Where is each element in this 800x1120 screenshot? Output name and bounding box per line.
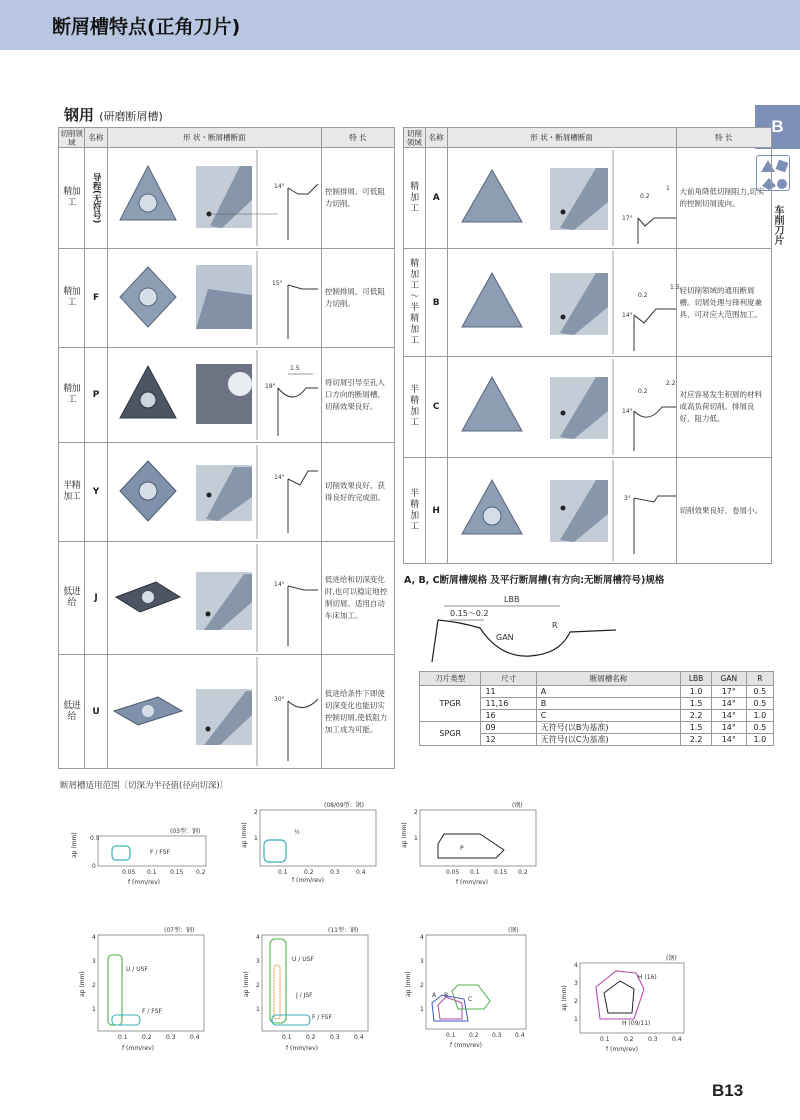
angle-label: 14°: [273, 474, 285, 481]
x-tick: 0.15: [494, 869, 508, 876]
y-tick: 4: [574, 962, 578, 969]
angle-label: 17°: [621, 215, 633, 222]
x-tick: 0.3: [330, 1034, 340, 1041]
chart-series-label: P: [460, 845, 464, 852]
spec-size: 16: [481, 710, 536, 722]
row-shape: [107, 348, 321, 443]
spec-header: GAN: [711, 672, 746, 686]
spec-name: A: [536, 686, 680, 698]
y-tick: 4: [256, 934, 260, 941]
row-domain: 半精加工: [404, 357, 426, 458]
spec-lbb: 1.0: [681, 686, 712, 698]
chart-series-label: A: [432, 992, 437, 999]
chart-series-label: F / FSF: [142, 1008, 162, 1015]
y-tick: 1: [256, 1006, 260, 1013]
row-shape: [107, 249, 321, 348]
y-axis-label: ap (mm): [241, 822, 248, 848]
x-tick: 0.1: [278, 869, 288, 876]
row-shape: [447, 357, 676, 458]
dim-label: 2.2: [665, 380, 676, 387]
row-domain: 精加工: [404, 148, 426, 249]
range-caption: 断屑槽适用范围〔切深为半径值(径向切深)〕: [60, 781, 229, 791]
chart-series-label: ½: [294, 829, 300, 836]
header-feature: 特 长: [321, 128, 394, 148]
angle-label: 3°: [623, 495, 631, 502]
table-row: [404, 249, 772, 357]
table-row: [420, 686, 774, 698]
x-tick: 0.1: [118, 1034, 128, 1041]
range-chart-h: [560, 945, 690, 1053]
row-domain: 半精加工: [59, 443, 85, 542]
row-domain: 低进给: [59, 655, 85, 769]
row-domain: 精加工: [59, 148, 85, 249]
x-tick: 0.2: [196, 869, 206, 876]
spec-table: [419, 671, 774, 746]
x-tick: 0.05: [122, 869, 136, 876]
row-name: B: [425, 249, 447, 357]
chart-title: (钢): [508, 927, 519, 934]
dim-label: 1.5: [289, 365, 300, 372]
y-tick: 2: [254, 809, 258, 816]
angle-label: 15°: [271, 280, 283, 287]
spec-lbb: 2.2: [681, 734, 712, 746]
spec-size: 09: [481, 722, 536, 734]
angle-label: 14°: [273, 581, 285, 588]
row-feature: 低进给和切深变化时,也可以稳定地控制切屑。适用自动车床加工。: [321, 542, 394, 655]
row-shape: [107, 443, 321, 542]
spec-r: 1.0: [746, 710, 773, 722]
chapter-tab[interactable]: B: [755, 105, 800, 149]
y-tick: 4: [92, 934, 96, 941]
range-chart-11: [242, 925, 372, 1055]
spec-gan: 14°: [711, 734, 746, 746]
table-row: [59, 249, 395, 348]
dim-label: 0.2: [639, 193, 650, 200]
row-name: U: [85, 655, 107, 769]
y-tick: 1: [92, 1006, 96, 1013]
angle-label: 14°: [621, 408, 633, 415]
x-tick: 0.2: [142, 1034, 152, 1041]
chart-title: (07型：钢): [164, 927, 195, 934]
section-subtitle: (研磨断屑槽): [99, 110, 163, 123]
left-feature-table: [58, 127, 395, 769]
y-axis-label: ap (mm): [79, 971, 86, 997]
x-tick: 0.2: [518, 869, 528, 876]
spec-header: 尺寸: [481, 672, 536, 686]
table-row: [59, 348, 395, 443]
range-chart-p: [400, 800, 540, 888]
dim-label: 1.5: [669, 284, 680, 291]
table-row: [59, 655, 395, 769]
row-name: 导程(无符号): [85, 148, 107, 249]
spec-lbb: 1.5: [681, 722, 712, 734]
lbb-label: LBB: [504, 595, 520, 604]
x-tick: 0.4: [356, 869, 366, 876]
chart-series-label: U / USF: [292, 956, 314, 963]
spec-header: LBB: [681, 672, 712, 686]
x-tick: 0.3: [492, 1032, 502, 1039]
spec-name: 无符号(以C为基准): [536, 734, 680, 746]
row-domain: 半精加工: [404, 458, 426, 564]
y-tick: 1: [574, 1016, 578, 1023]
table-row: [404, 458, 772, 564]
y-tick: 1: [414, 835, 418, 842]
y-tick: 3: [574, 980, 578, 987]
x-tick: 0.15: [170, 869, 184, 876]
table-row: [404, 357, 772, 458]
x-tick: 0.05: [446, 869, 460, 876]
x-axis-label: f (mm/rev): [128, 879, 160, 886]
chart-series-label: F / FSF: [312, 1014, 332, 1021]
x-tick: 0.1: [470, 869, 480, 876]
chart-series-label: U / USF: [126, 966, 148, 973]
x-tick: 0.4: [190, 1034, 200, 1041]
x-axis-label: f (mm/rev): [450, 1042, 482, 1049]
chipbreaker-section-diagram: [420, 592, 630, 667]
spec-name: B: [536, 698, 680, 710]
range-chart-07: [78, 925, 208, 1055]
header-name: 名称: [85, 128, 107, 148]
x-tick: 0.2: [624, 1036, 634, 1043]
y-axis-label: ap (mm): [401, 822, 408, 848]
y-tick: 2: [92, 982, 96, 989]
x-tick: 0.3: [648, 1036, 658, 1043]
x-tick: 0.1: [282, 1034, 292, 1041]
x-axis-label: f (mm/rev): [292, 877, 324, 884]
x-axis-label: f (mm/rev): [122, 1045, 154, 1052]
angle-label: 18°: [264, 383, 276, 390]
row-shape: [107, 542, 321, 655]
row-domain: 精加工～半精加工: [404, 249, 426, 357]
x-tick: 0.1: [600, 1036, 610, 1043]
spec-header: 刀片类型: [420, 672, 481, 686]
chart-title: (11型：钢): [328, 927, 359, 934]
side-section-label: 车削刀片: [772, 205, 783, 245]
row-feature: 轻切削领域的通用断屑槽。切屑处理与锋利度兼具、可对应大范围加工。: [676, 249, 771, 357]
dim-label: 1: [665, 185, 670, 192]
table-row: [59, 542, 395, 655]
row-domain: 低进给: [59, 542, 85, 655]
land-label: 0.15～0.2: [450, 609, 489, 618]
row-name: P: [85, 348, 107, 443]
table-row: [420, 722, 774, 734]
spec-name: C: [536, 710, 680, 722]
right-feature-table: [403, 127, 772, 564]
angle-label: 14°: [273, 183, 285, 190]
y-tick: 3: [92, 958, 96, 965]
x-tick: 0.1: [446, 1032, 456, 1039]
x-tick: 0.1: [147, 869, 157, 876]
header-feature: 特 长: [676, 128, 771, 148]
y-axis-label: ap (mm): [405, 971, 412, 997]
chart-series-label: H (16): [638, 974, 657, 981]
x-tick: 0.4: [354, 1034, 364, 1041]
row-feature: 对应容易发生积屑的材料或高负荷切削。排屑良好、阻力低。: [676, 357, 771, 458]
spec-gan: 14°: [711, 710, 746, 722]
y-axis-label: ap (mm): [561, 985, 568, 1011]
row-name: F: [85, 249, 107, 348]
y-tick: 2: [420, 982, 424, 989]
x-axis-label: f (mm/rev): [456, 879, 488, 886]
row-name: H: [425, 458, 447, 564]
row-feature: 控制排屑、可低阻力切削。: [321, 249, 394, 348]
header-domain: 切削领域: [404, 128, 426, 148]
range-chart-03: [70, 826, 220, 888]
chart-title: (03型：钢): [170, 828, 201, 835]
y-tick: 0.5: [90, 835, 100, 842]
spec-type: SPGR: [420, 722, 481, 746]
spec-title: A, B, C断屑槽规格 及平行断屑槽(有方向:无断屑槽符号)规格: [404, 575, 665, 586]
header-shape: 形 状・断屑槽断面: [107, 128, 321, 148]
x-tick: 0.2: [306, 1034, 316, 1041]
section-heading: [64, 104, 163, 125]
header-name: 名称: [425, 128, 447, 148]
row-shape: [447, 249, 680, 357]
x-tick: 0.3: [330, 869, 340, 876]
x-tick: 0.2: [304, 869, 314, 876]
spec-r: 0.5: [746, 722, 773, 734]
spec-gan: 14°: [711, 698, 746, 710]
spec-gan: 14°: [711, 722, 746, 734]
range-chart-abc: [402, 925, 532, 1053]
x-tick: 0.4: [672, 1036, 682, 1043]
y-tick: 0: [92, 863, 96, 870]
spec-r: 1.0: [746, 734, 773, 746]
row-domain: 精加工: [59, 348, 85, 443]
spec-name: 无符号(以B为基准): [536, 722, 680, 734]
y-tick: 3: [420, 958, 424, 965]
spec-size: 11,16: [481, 698, 536, 710]
table-row: [59, 148, 395, 249]
row-feature: 控制排屑、可低阻力切削。: [321, 148, 394, 249]
range-chart-08-09: [240, 800, 380, 882]
spec-header: 断屑槽名称: [536, 672, 680, 686]
spec-lbb: 2.2: [681, 710, 712, 722]
page-title: 断屑槽特点(正角刀片): [52, 16, 241, 38]
row-shape: [107, 148, 321, 249]
r-label: R: [552, 621, 558, 630]
x-tick: 0.3: [166, 1034, 176, 1041]
x-tick: 0.4: [515, 1032, 525, 1039]
row-feature: 切削效果良好、卷屑小。: [676, 458, 771, 564]
chart-series-label: F / FSF: [150, 849, 170, 856]
row-name: C: [425, 357, 447, 458]
header-shape: 形 状・断屑槽断面: [447, 128, 676, 148]
x-tick: 0.2: [469, 1032, 479, 1039]
page-number: B13: [712, 1081, 744, 1100]
y-tick: 2: [414, 809, 418, 816]
row-shape: [447, 458, 676, 564]
chart-title: (钢): [512, 802, 523, 809]
chart-title: (钢): [666, 955, 677, 962]
row-feature: 低进给条件下即使切深变化也能切实控制切屑,使低阻力加工成为可能。: [321, 655, 394, 769]
row-domain: 精加工: [59, 249, 85, 348]
row-shape: [447, 148, 676, 249]
y-tick: 1: [420, 1006, 424, 1013]
row-feature: 将切屑引导至孔入口方向的断屑槽。切削效果良好。: [321, 348, 394, 443]
y-axis-label: ap (mm): [71, 832, 78, 858]
dim-label: 0.2: [637, 388, 648, 395]
spec-r: 0.5: [746, 686, 773, 698]
x-axis-label: f (mm/rev): [286, 1045, 318, 1052]
spec-gan: 17°: [711, 686, 746, 698]
table-row: [404, 148, 772, 249]
chart-series-label: B: [444, 992, 449, 999]
chart-series-label: C: [468, 996, 473, 1003]
spec-lbb: 1.5: [681, 698, 712, 710]
row-name: J: [85, 542, 107, 655]
y-tick: 2: [256, 982, 260, 989]
angle-label: 30°: [273, 696, 285, 703]
y-tick: 2: [574, 998, 578, 1005]
chart-series-label: J / JSF: [296, 992, 313, 999]
spec-type: TPGR: [420, 686, 481, 722]
spec-size: 12: [481, 734, 536, 746]
spec-header: R: [746, 672, 773, 686]
y-tick: 3: [256, 958, 260, 965]
table-row: [59, 443, 395, 542]
x-axis-label: f (mm/rev): [606, 1046, 638, 1053]
spec-r: 0.5: [746, 698, 773, 710]
spec-size: 11: [481, 686, 536, 698]
y-axis-label: ap (mm): [243, 971, 250, 997]
row-shape: [107, 655, 321, 769]
chart-series-label: H (09/11): [622, 1020, 651, 1027]
row-feature: 切削效果良好、获得良好的完成面。: [321, 443, 394, 542]
dim-label: 0.2: [637, 292, 648, 299]
section-title: 钢用: [64, 106, 95, 124]
row-name: Y: [85, 443, 107, 542]
angle-label: 14°: [621, 312, 633, 319]
row-feature: 大前角降低切削阻力,切实的控制切屑流向。: [676, 148, 771, 249]
gan-label: GAN: [496, 633, 514, 642]
chart-title: (08/09型：钢): [324, 802, 364, 809]
y-tick: 4: [420, 934, 424, 941]
row-name: A: [425, 148, 447, 249]
y-tick: 1: [254, 835, 258, 842]
header-domain: 切削领域: [60, 128, 83, 147]
